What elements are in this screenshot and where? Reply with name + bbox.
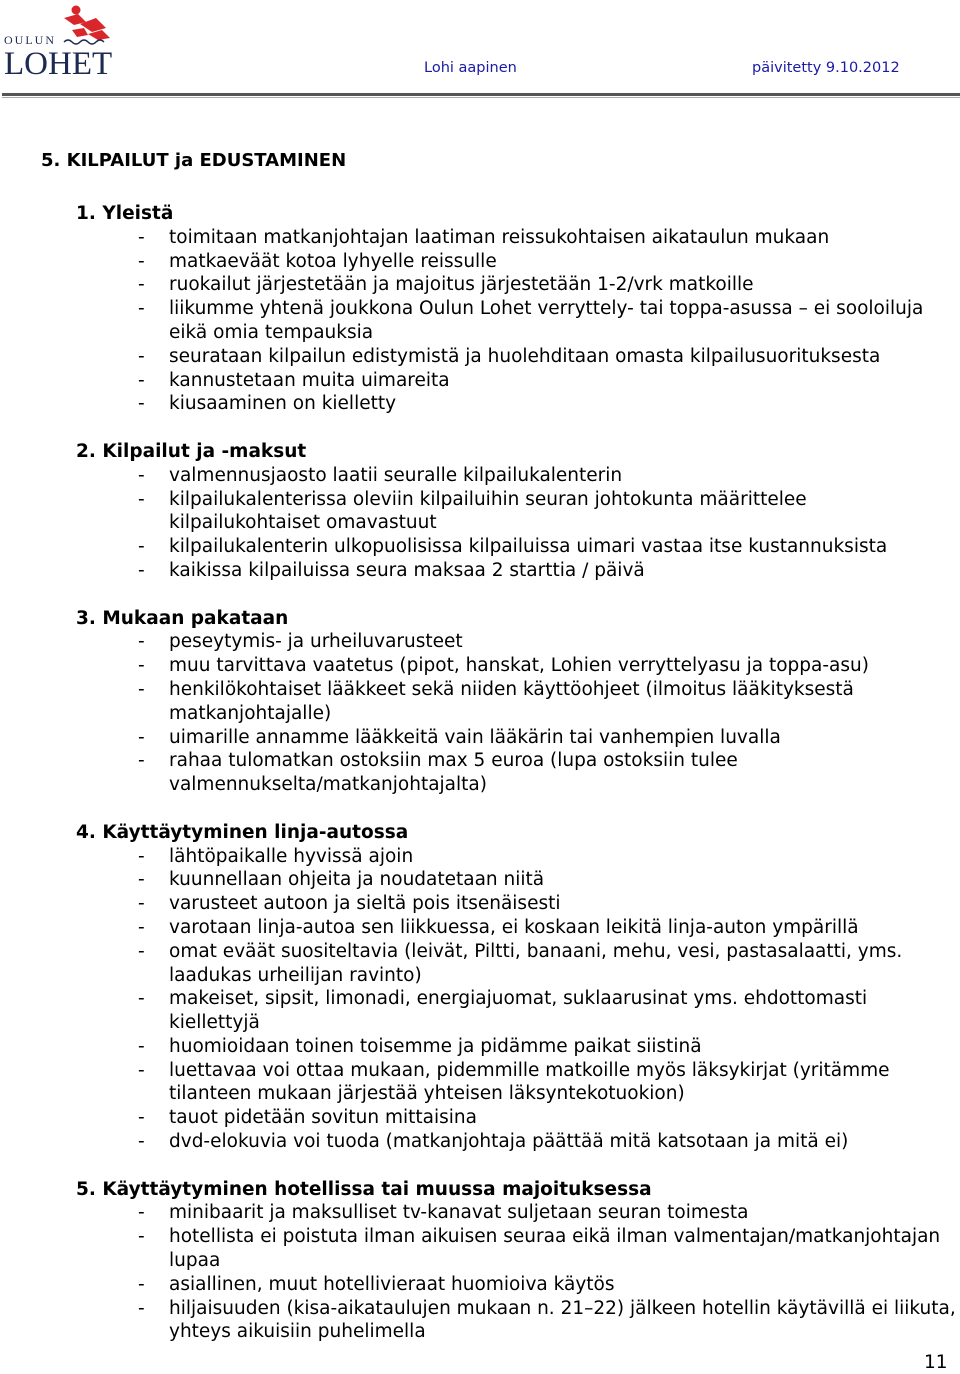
section-title: 3. Mukaan pakataan — [76, 607, 289, 629]
list-item: - rahaa tulomatkan ostoksiin max 5 euroa (lupa ostoksiin tulee valmennukselta/matkanjohtajalta) — [138, 750, 738, 796]
chapter-title: 5. KILPAILUT ja EDUSTAMINEN — [41, 150, 347, 171]
list-item: - omat eväät suositeltavia (leivät, Piltti, banaani, mehu, vesi, pastasalaatti, yms. laadukas urheilijan ravinto) — [138, 940, 903, 986]
section-competitions-fees — [76, 440, 956, 583]
section-title: 5. Käyttäytyminen hotellissa tai muussa majoituksessa — [76, 1178, 652, 1200]
list-item: - kiusaaminen on kielletty — [138, 393, 397, 415]
list-item: - varusteet autoon ja sieltä pois itsenäisesti — [138, 893, 561, 915]
logo-text-oulun: OULUN — [4, 33, 56, 47]
list-item: - muu tarvittava vaatetus (pipot, hanskat, Lohien verryttelyasu ja toppa-asu) — [138, 655, 869, 677]
section-title: 2. Kilpailut ja -maksut — [76, 440, 307, 462]
list-item: - varotaan linja-autoa sen liikkuessa, ei koskaan leikitä linja-auton ympärillä — [138, 916, 859, 938]
logo-graphic — [2, 2, 120, 80]
list-item: - toimitaan matkanjohtajan laatiman reissukohtaisen aikataulun mukaan — [138, 226, 830, 248]
header-divider — [2, 93, 960, 96]
list-item: - kilpailukalenterin ulkopuolisissa kilpailuissa uimari vastaa itse kustannuksista — [138, 536, 888, 558]
section-list — [76, 226, 956, 416]
list-item: - ruokailut järjestetään ja majoitus järjestetään 1-2/vrk matkoille — [138, 274, 754, 296]
header-updated-date: päivitetty 9.10.2012 — [752, 60, 900, 76]
section-list — [76, 630, 956, 797]
logo-text-lohet: LOHET — [4, 46, 113, 80]
header-divider-thin — [2, 97, 960, 98]
page-number: 11 — [924, 1352, 948, 1373]
list-item: - kaikissa kilpailuissa seura maksaa 2 starttia / päivä — [138, 559, 645, 581]
section-general — [76, 202, 956, 416]
list-item: - makeiset, sipsit, limonadi, energiajuomat, suklaarusinat yms. ehdottomasti kiellettyjä — [138, 988, 868, 1034]
list-item: - uimarille annamme lääkkeitä vain lääkärin tai vanhempien luvalla — [138, 726, 781, 748]
list-item: - seurataan kilpailun edistymistä ja huolehditaan omasta kilpailusuorituksesta — [138, 345, 881, 367]
list-item: - matkaeväät kotoa lyhyelle reissulle — [138, 250, 497, 272]
section-list — [76, 845, 956, 1154]
section-title: 1. Yleistä — [76, 203, 174, 224]
list-item: - hiljaisuuden (kisa-aikataulujen mukaan n. 21–22) jälkeen hotellin käytävillä ei liikuta, yhteys aikuisiin puhelimella — [138, 1297, 956, 1343]
section-list — [76, 464, 956, 583]
list-item: - minibaarit ja maksulliset tv-kanavat suljetaan seuran toimesta — [138, 1202, 749, 1224]
list-item: - kilpailukalenterissa oleviin kilpailuihin seuran johtokunta määrittelee kilpailukohtaiset omavastuut — [138, 488, 807, 534]
list-item: - tauot pidetään sovitun mittaisina — [138, 1107, 477, 1129]
list-item: - huomioidaan toinen toisemme ja pidämme paikat siistinä — [138, 1035, 702, 1057]
list-item: - dvd-elokuvia voi tuoda (matkanjohtaja päättää mitä katsotaan ja mitä ei) — [138, 1131, 849, 1153]
list-item: - liikumme yhtenä joukkona Oulun Lohet verryttely- tai toppa-asussa – ei sooloiluja eikä omia tempauksia — [138, 298, 924, 343]
list-item: - peseytymis- ja urheiluvarusteet — [138, 631, 463, 653]
section-bus-behaviour — [76, 821, 956, 1154]
list-item: - henkilökohtaiset lääkkeet sekä niiden käyttöohjeet (ilmoitus lääkityksestä matkanjohtajalle) — [138, 678, 854, 724]
list-item: - valmennusjaosto laatii seuralle kilpailukalenterin — [138, 464, 623, 486]
section-hotel-behaviour — [76, 1178, 956, 1345]
list-item: - kannustetaan muita uimareita — [138, 369, 450, 391]
section-packing — [76, 607, 956, 797]
section-list — [76, 1201, 956, 1344]
list-item: - luettavaa voi ottaa mukaan, pidemmille matkoille myös läksykirjat (yritämme tilanteen mukaan järjestää yhteisen läksyntekotuokion) — [138, 1059, 890, 1105]
list-item: - lähtöpaikalle hyvissä ajoin — [138, 845, 414, 867]
oulun-lohet-logo — [2, 2, 120, 80]
list-item: - kuunnellaan ohjeita ja noudatetaan niitä — [138, 869, 545, 891]
header-document-title: Lohi aapinen — [424, 60, 517, 76]
document-body — [76, 202, 956, 1368]
list-item: - hotellista ei poistuta ilman aikuisen seuraa eikä ilman valmentajan/matkanjohtajan lupaa — [138, 1226, 941, 1272]
section-title: 4. Käyttäytyminen linja-autossa — [76, 821, 409, 843]
list-item: - asiallinen, muut hotellivieraat huomioiva käytös — [138, 1273, 615, 1295]
